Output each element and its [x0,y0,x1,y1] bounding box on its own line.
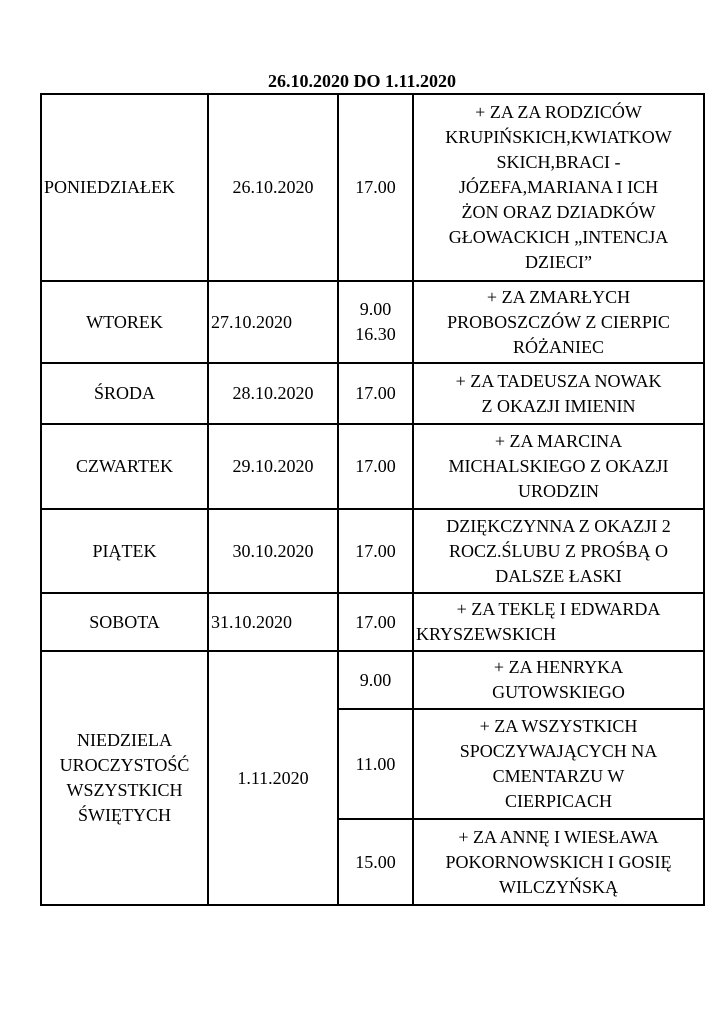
intention-cell [413,819,704,905]
table-row [41,593,704,651]
date-cell: 27.10.2020 [208,281,338,363]
time-line: 16.30 [355,324,396,344]
intention-line: DALSZE ŁASKI [495,565,622,586]
intention-line: WILCZYŃSKĄ [499,876,618,897]
time-cell: 17.00 [338,94,413,281]
day-cell: PIĄTEK [41,509,208,593]
table-row [41,281,704,363]
table-row [41,94,704,281]
day-cell: CZWARTEK [41,424,208,509]
intention-cell [413,424,704,509]
intention-line: RÓŻANIEC [513,336,604,357]
intention-cell [413,593,704,651]
intention-cell [413,509,704,593]
intention-line: POKORNOWSKICH I GOSIĘ [445,851,672,872]
date-cell: 31.10.2020 [208,593,338,651]
intention-line: SPOCZYWAJĄCYCH NA [459,741,658,761]
date-cell: 29.10.2020 [208,424,338,509]
intention-cell [413,651,704,709]
intention-line: PROBOSZCZÓW Z CIERPIC [447,311,670,332]
intention-line: KRUPIŃSKICH,KWIATKOW [445,127,672,147]
intention-line: ŻON ORAZ DZIADKÓW [461,202,656,222]
mass-intentions-table [40,93,705,906]
table-row [41,509,704,593]
date-cell: 1.11.2020 [208,651,338,905]
intention-line: + ZA ZA RODZICÓW [475,102,642,122]
table-row [41,363,704,424]
intention-line: URODZIN [518,481,599,501]
table-row [41,424,704,509]
time-line: 9.00 [359,299,392,319]
day-line: UROCZYSTOŚĆ [59,755,190,775]
day-line: WSZYSTKICH [66,780,183,800]
intention-line: GUTOWSKIEGO [492,682,625,702]
intention-cell [413,709,704,819]
time-cell: 17.00 [338,424,413,509]
time-cell: 15.00 [338,819,413,905]
intention-cell [413,363,704,424]
schedule-title: 26.10.2020 DO 1.11.2020 [267,71,456,91]
intention-line: KRYSZEWSKICH [416,624,557,644]
time-cell [338,281,413,363]
intention-line: SKICH,BRACI - [496,152,621,172]
intention-line: ROCZ.ŚLUBU Z PROŚBĄ O [448,540,669,561]
day-cell: SOBOTA [41,593,208,651]
table-row [41,651,704,709]
intention-line: CMENTARZU W [492,766,625,786]
intention-cell [413,281,704,363]
day-cell [41,651,208,905]
time-cell: 11.00 [338,709,413,819]
intention-line: + ZA ANNĘ I WIESŁAWA [458,826,659,847]
intention-cell [413,94,704,281]
time-cell: 17.00 [338,363,413,424]
intention-line: Z OKAZJI IMIENIN [481,395,636,416]
time-cell: 17.00 [338,509,413,593]
intention-line: DZIĘKCZYNNA Z OKAZJI 2 [446,515,671,536]
time-cell: 17.00 [338,593,413,651]
time-cell: 9.00 [338,651,413,709]
date-cell: 28.10.2020 [208,363,338,424]
date-cell: 30.10.2020 [208,509,338,593]
day-line: ŚWIĘTYCH [78,805,171,825]
intention-line: + ZA ZMARŁYCH [486,286,631,307]
day-cell: ŚRODA [41,363,208,424]
intention-line: GŁOWACKICH „INTENCJA [448,227,669,247]
intention-line: + ZA WSZYSTKICH [479,716,638,736]
intention-line: MICHALSKIEGO Z OKAZJI [448,456,669,476]
day-cell: WTOREK [41,281,208,363]
intention-line: DZIECI” [525,252,592,272]
intention-line: + ZA HENRYKA [493,657,624,677]
day-cell: PONIEDZIAŁEK [41,94,208,281]
intention-line: CIERPICACH [504,791,612,811]
date-cell: 26.10.2020 [208,94,338,281]
intention-line: + ZA MARCINA [494,431,623,451]
intention-line: + ZA TEKLĘ I EDWARDA [456,599,661,619]
day-line: NIEDZIELA [77,730,172,750]
intention-line: JÓZEFA,MARIANA I ICH [458,177,659,197]
intention-line: + ZA TADEUSZA NOWAK [455,370,662,391]
